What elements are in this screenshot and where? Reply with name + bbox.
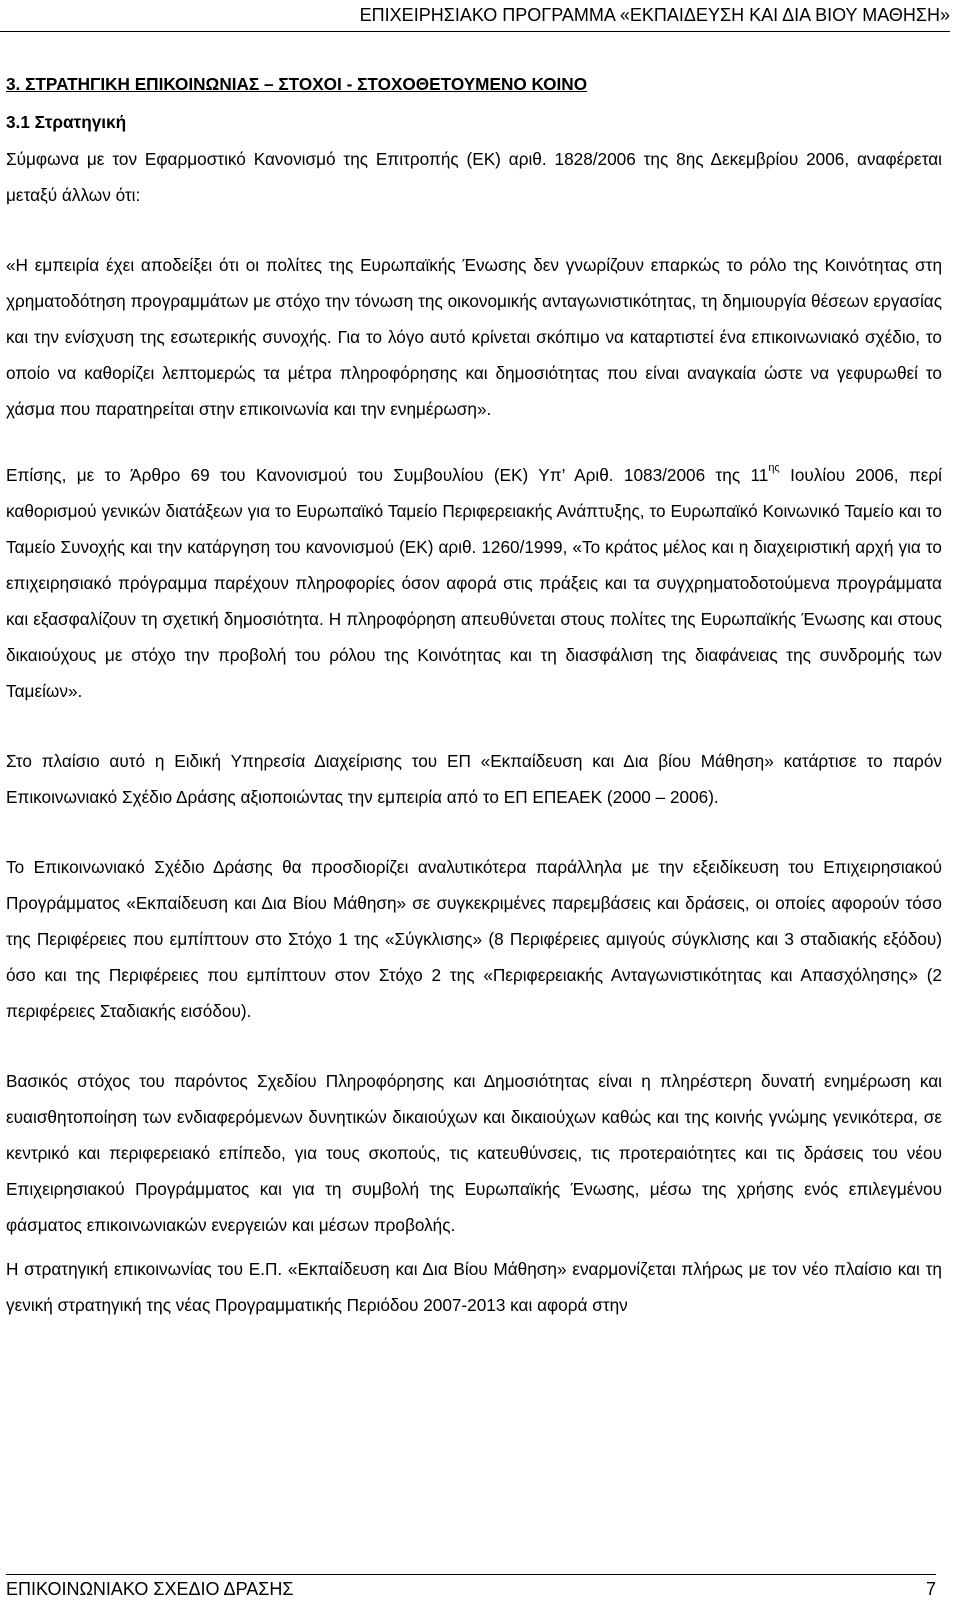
header-rule	[0, 31, 950, 32]
subsection-heading: 3.1 Στρατηγική	[6, 112, 127, 132]
footer-title: ΕΠΙΚΟΙΝΩΝΙΑΚΟ ΣΧΕΔΙΟ ΔΡΑΣΗΣ	[6, 1579, 294, 1599]
article-69-text-end: Ιουλίου 2006, περί καθορισμού γενικών διατάξεων για το Ευρωπαϊκό Ταμείο Περιφερειακής Ανάπτυξης, το Ευρωπαϊκό Κοινωνικό Ταμείο και το Ταμείο Συνοχής και την κατάργηση του κανονισμού (ΕΚ) αριθ. 1260/1999, «Το κράτος μέλος και η διαχειριστική αρχή για το επιχειρησιακό πρόγραμμα παρέχουν πληροφορίες όσον αφορά στις πράξεις και τα συγχρηματοδοτούμενα προγράμματα και εξασφαλίζουν τη σχετική δημοσιότητα. Η πληροφόρηση απευθύνεται στους πολίτες της Ευρωπαϊκής Ένωσης και στους δικαιούχους με στόχο την προβολή του ρόλου της Κοινότητας και τη διασφάλιση της διαφάνειας της συνδρομής των Ταμείων».	[6, 465, 943, 701]
page-body	[6, 69, 942, 1323]
paragraph-quote-experience: «Η εμπειρία έχει αποδείξει ότι οι πολίτες της Ευρωπαϊκής Ένωσης δεν γνωρίζουν επαρκώς το ρόλο της Κοινότητας στη χρηματοδότηση προγραμμάτων με στόχο την τόνωση της οικονομικής ανταγωνιστικότητας, τη δημιουργία θέσεων εργασίας και την ενίσχυση της εσωτερικής συνοχής. Για το λόγο αυτό κρίνεται σκόπιμο να καταρτιστεί ένα επικοινωνιακό σχέδιο, το οποίο να καθορίζει λεπτομερώς τα μέτρα πληροφόρησης και δημοσιότητας που είναι αναγκαία ώστε να γεφυρωθεί το χάσμα που παρατηρείται στην επικοινωνία και την ενημέρωση».	[6, 255, 942, 419]
paragraph-article-69	[6, 457, 942, 709]
article-69-text-start: Επίσης, με το Άρθρο 69 του Κανονισμού του Συμβουλίου (ΕΚ) Υπ’ Αριθ. 1083/2006 της 11	[6, 465, 769, 485]
paragraph-action-plan: Το Επικοινωνιακό Σχέδιο Δράσης θα προσδιορίζει αναλυτικότερα παράλληλα με την εξειδίκευση του Επιχειρησιακού Προγράμματος «Εκπαίδευση και Δια Βίου Μάθηση» σε συγκεκριμένες παρεμβάσεις και δράσεις, οι οποίες αφορούν τόσο της Περιφέρειες που εμπίπτουν στο Στόχο 1 της «Σύγκλισης» (8 Περιφέρειες αμιγούς σύγκλισης και 3 σταδιακής εξόδου) όσο και της Περιφέρειες που εμπίπτουν στον Στόχο 2 της «Περιφερειακής Ανταγωνιστικότητας και Απασχόλησης» (2 περιφέρειες Σταδιακής εισόδου).	[6, 857, 942, 1021]
running-header: ΕΠΙΧΕΙΡΗΣΙΑΚΟ ΠΡΟΓΡΑΜΜΑ «ΕΚΠΑΙΔΕΥΣΗ ΚΑΙ ΔΙΑ ΒΙΟΥ ΜΑΘΗΣΗ»	[359, 5, 950, 25]
section-heading: 3. ΣΤΡΑΤΗΓΙΚΗ ΕΠΙΚΟΙΝΩΝΙΑΣ – ΣΤΟΧΟΙ - ΣΤΟΧΟΘΕΤΟΥΜΕΝΟ ΚΟΙΝΟ	[6, 74, 588, 94]
paragraph-regulation-intro: Σύμφωνα με τον Εφαρμοστικό Κανονισμό της Επιτροπής (ΕΚ) αριθ. 1828/2006 της 8ης Δεκεμβρίου 2006, αναφέρεται μεταξύ άλλων ότι:	[6, 149, 942, 205]
page-number: 7	[925, 1579, 936, 1599]
paragraph-communication-strategy: Η στρατηγική επικοινωνίας του Ε.Π. «Εκπαίδευση και Δια Βίου Μάθηση» εναρμονίζεται πλήρως με τον νέο πλαίσιο και τη γενική στρατηγική της νέας Προγραμματικής Περιόδου 2007-2013 και αφορά στην	[6, 1259, 942, 1315]
paragraph-main-objective: Βασικός στόχος του παρόντος Σχεδίου Πληροφόρησης και Δημοσιότητας είναι η πληρέστερη δυνατή ενημέρωση και ευαισθητοποίηση των ενδιαφερόμενων δυνητικών δικαιούχων και δικαιούχων καθώς και της κοινής γνώμης γενικότερα, σε κεντρικό και περιφερειακό επίπεδο, για τους σκοπούς, τις κατευθύνσεις, τις προτεραιότητες και τις δράσεις του νέου Επιχειρησιακού Προγράμματος και για τη συμβολή της Ευρωπαϊκής Ένωσης, μέσω της χρήσης ενός επιλεγμένου φάσματος επικοινωνιακών ενεργειών και μέσων προβολής.	[6, 1071, 942, 1235]
paragraph-managing-authority: Στο πλαίσιο αυτό η Ειδική Υπηρεσία Διαχείρισης του ΕΠ «Εκπαίδευση και Δια βίου Μάθηση» κατάρτισε το παρόν Επικοινωνιακό Σχέδιο Δράσης αξιοποιώντας την εμπειρία από το ΕΠ ΕΠΕΑΕΚ (2000 – 2006).	[6, 751, 942, 807]
ordinal-superscript: ης	[768, 462, 780, 474]
footer-rule	[6, 1574, 936, 1575]
